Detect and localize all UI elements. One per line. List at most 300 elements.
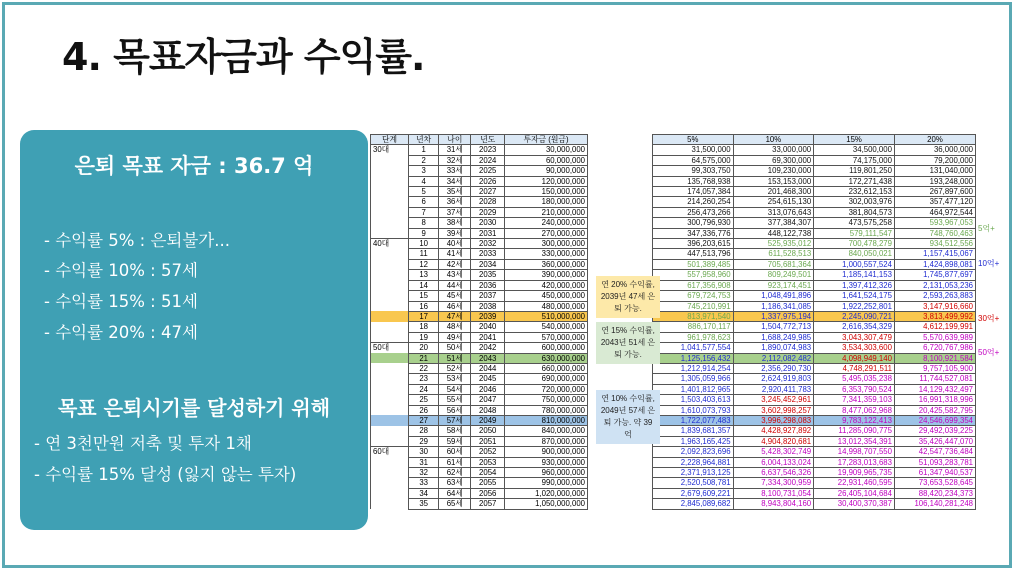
table-row	[371, 488, 588, 498]
table-cell: 30,400,370,387	[814, 499, 895, 509]
table-cell: 2,520,508,781	[653, 478, 734, 488]
table-row	[371, 478, 588, 488]
table-row	[653, 280, 976, 290]
table-cell: 120,000,000	[505, 176, 588, 186]
table-cell: 2025	[471, 166, 505, 176]
table-row	[653, 291, 976, 301]
table-cell: 30	[409, 447, 439, 457]
table-cell: 58세	[439, 426, 471, 436]
table-cell: 1,504,772,713	[733, 322, 814, 332]
table-cell: 2033	[471, 249, 505, 259]
table-cell: 2056	[471, 488, 505, 498]
table-row	[653, 228, 976, 238]
table-cell: 300,796,930	[653, 218, 734, 228]
table-cell: 43세	[439, 270, 471, 280]
table-cell: 2029	[471, 207, 505, 217]
group-cell	[371, 187, 409, 197]
table-cell: 2049	[471, 415, 505, 425]
table-cell: 2037	[471, 291, 505, 301]
table-cell: 745,210,991	[653, 301, 734, 311]
table-cell: 14,998,707,550	[814, 447, 895, 457]
table-cell: 64,575,000	[653, 155, 734, 165]
table-cell: 5,570,639,989	[894, 332, 975, 342]
table-cell: 18	[409, 322, 439, 332]
table-cell: 65세	[439, 499, 471, 509]
table-row	[371, 291, 588, 301]
table-cell: 611,528,513	[733, 249, 814, 259]
table-row	[653, 311, 976, 321]
group-cell	[371, 207, 409, 217]
table-cell: 2040	[471, 322, 505, 332]
table-cell: 330,000,000	[505, 249, 588, 259]
table-cell: 39세	[439, 228, 471, 238]
table-cell: 10	[409, 239, 439, 249]
table-cell: 57세	[439, 415, 471, 425]
table-cell: 2030	[471, 218, 505, 228]
table-cell: 19,909,965,735	[814, 468, 895, 478]
col-header: 20%	[894, 135, 975, 145]
table-row	[371, 249, 588, 259]
table-cell: 24	[409, 384, 439, 394]
returns-table	[652, 134, 976, 510]
table-cell: 6,637,546,326	[733, 468, 814, 478]
group-cell	[371, 311, 409, 321]
table-cell: 36,000,000	[894, 145, 975, 155]
table-cell: 15	[409, 291, 439, 301]
table-cell: 27	[409, 415, 439, 425]
table-cell: 2044	[471, 363, 505, 373]
group-cell	[371, 249, 409, 259]
table-row	[371, 207, 588, 217]
col-header: 투자금 (원금)	[505, 135, 588, 145]
group-cell	[371, 499, 409, 509]
group-cell	[371, 457, 409, 467]
group-cell	[371, 395, 409, 405]
table-cell: 25	[409, 395, 439, 405]
table-cell: 1,212,914,254	[653, 363, 734, 373]
table-row	[371, 270, 588, 280]
table-cell: 1,048,491,896	[733, 291, 814, 301]
panel-heading: 은퇴 목표 자금 : 36.7 억	[74, 154, 314, 178]
table-cell: 2031	[471, 228, 505, 238]
table-cell: 617,356,908	[653, 280, 734, 290]
table-cell: 4,748,291,511	[814, 363, 895, 373]
table-cell: 33	[409, 478, 439, 488]
table-row	[653, 270, 976, 280]
table-cell: 11,744,527,081	[894, 374, 975, 384]
col-header: 년도	[471, 135, 505, 145]
table-cell: 9	[409, 228, 439, 238]
table-cell: 2023	[471, 145, 505, 155]
table-cell: 240,000,000	[505, 218, 588, 228]
table-cell: 930,000,000	[505, 457, 588, 467]
table-cell: 961,978,623	[653, 332, 734, 342]
table-cell: 59세	[439, 436, 471, 446]
table-cell: 1,424,898,081	[894, 259, 975, 269]
table-cell: 13,012,354,391	[814, 436, 895, 446]
table-cell: 17,283,013,683	[814, 457, 895, 467]
table-cell: 174,057,384	[653, 187, 734, 197]
table-cell: 1,503,403,613	[653, 395, 734, 405]
table-cell: 37세	[439, 207, 471, 217]
table-cell: 47세	[439, 311, 471, 321]
table-cell: 19	[409, 332, 439, 342]
table-cell: 960,000,000	[505, 468, 588, 478]
table-row	[371, 311, 588, 321]
table-cell: 1,963,165,425	[653, 436, 734, 446]
table-cell: 3,996,298,083	[733, 415, 814, 425]
table-cell: 4,428,927,892	[733, 426, 814, 436]
table-cell: 3,534,303,600	[814, 343, 895, 353]
col-header: 15%	[814, 135, 895, 145]
table-cell: 809,249,501	[733, 270, 814, 280]
table-cell: 1,157,415,067	[894, 249, 975, 259]
table-cell: 593,967,053	[894, 218, 975, 228]
table-cell: 50세	[439, 343, 471, 353]
panel-item: - 수익률 15% : 51세	[44, 292, 198, 311]
table-cell: 73,653,528,645	[894, 478, 975, 488]
table-cell: 256,473,266	[653, 207, 734, 217]
table-cell: 44세	[439, 280, 471, 290]
table-cell: 135,768,938	[653, 176, 734, 186]
table-cell: 35,426,447,070	[894, 436, 975, 446]
group-cell	[371, 197, 409, 207]
table-cell: 62세	[439, 468, 471, 478]
table-cell: 2051	[471, 436, 505, 446]
table-cell: 21	[409, 353, 439, 363]
table-cell: 347,336,776	[653, 228, 734, 238]
table-cell: 313,076,643	[733, 207, 814, 217]
table-cell: 20,425,582,795	[894, 405, 975, 415]
group-cell	[371, 384, 409, 394]
table-cell: 2026	[471, 176, 505, 186]
table-row	[653, 197, 976, 207]
table-cell: 12	[409, 259, 439, 269]
table-cell: 381,804,573	[814, 207, 895, 217]
table-cell: 7,334,300,959	[733, 478, 814, 488]
table-cell: 2034	[471, 259, 505, 269]
table-cell: 1,839,681,357	[653, 426, 734, 436]
table-row	[371, 155, 588, 165]
table-row	[371, 395, 588, 405]
table-cell: 8,100,731,054	[733, 488, 814, 498]
table-cell: 660,000,000	[505, 363, 588, 373]
panel-item: - 수익률 10% : 57세	[44, 261, 198, 280]
table-cell: 2048	[471, 405, 505, 415]
col-header: 년차	[409, 135, 439, 145]
table-row	[371, 301, 588, 311]
table-cell: 934,512,556	[894, 239, 975, 249]
table-cell: 35세	[439, 187, 471, 197]
table-cell: 2052	[471, 447, 505, 457]
table-cell: 201,468,300	[733, 187, 814, 197]
table-cell: 510,000,000	[505, 311, 588, 321]
table-cell: 570,000,000	[505, 332, 588, 342]
table-cell: 377,384,307	[733, 218, 814, 228]
group-cell	[371, 270, 409, 280]
table-row	[653, 488, 976, 498]
table-cell: 22,931,460,595	[814, 478, 895, 488]
group-cell: 60대	[371, 447, 409, 457]
panel-subitem: - 연 3천만원 저축 및 투자 1채	[34, 434, 252, 453]
table-cell: 61세	[439, 457, 471, 467]
table-row	[653, 478, 976, 488]
table-cell: 2024	[471, 155, 505, 165]
table-cell: 193,248,000	[894, 176, 975, 186]
table-cell: 1,401,812,965	[653, 384, 734, 394]
table-cell: 7	[409, 207, 439, 217]
table-cell: 2036	[471, 280, 505, 290]
table-row	[653, 166, 976, 176]
table-cell: 3,813,499,992	[894, 311, 975, 321]
table-cell: 36세	[439, 197, 471, 207]
table-row	[653, 447, 976, 457]
table-cell: 35	[409, 499, 439, 509]
group-cell: 50대	[371, 343, 409, 353]
table-cell: 29	[409, 436, 439, 446]
table-cell: 1,125,156,432	[653, 353, 734, 363]
group-cell	[371, 291, 409, 301]
table-cell: 2,845,089,682	[653, 499, 734, 509]
note-20pct: 연 20% 수익률, 2039년 47세 은퇴 가능.	[596, 276, 660, 318]
table-cell: 2,593,263,883	[894, 291, 975, 301]
table-cell: 540,000,000	[505, 322, 588, 332]
table-cell: 69,300,000	[733, 155, 814, 165]
table-cell: 23	[409, 374, 439, 384]
table-row	[371, 436, 588, 446]
table-cell: 2035	[471, 270, 505, 280]
table-cell: 1,641,524,175	[814, 291, 895, 301]
table-cell: 28	[409, 426, 439, 436]
table-cell: 3,147,916,660	[894, 301, 975, 311]
table-row	[653, 155, 976, 165]
table-cell: 119,801,250	[814, 166, 895, 176]
table-cell: 750,000,000	[505, 395, 588, 405]
group-cell	[371, 436, 409, 446]
note-10pct: 연 10% 수익률, 2049년 57세 은퇴 가능. 약 39억	[596, 390, 660, 444]
table-cell: 1,000,557,524	[814, 259, 895, 269]
table-row	[371, 405, 588, 415]
table-row	[653, 499, 976, 509]
table-cell: 53세	[439, 374, 471, 384]
table-cell: 79,200,000	[894, 155, 975, 165]
group-cell	[371, 353, 409, 363]
group-cell: 40대	[371, 239, 409, 249]
table-cell: 810,000,000	[505, 415, 588, 425]
table-cell: 5,428,302,749	[733, 447, 814, 457]
table-cell: 448,122,738	[733, 228, 814, 238]
table-row	[653, 353, 976, 363]
table-row	[653, 363, 976, 373]
table-cell: 1,050,000,000	[505, 499, 588, 509]
table-cell: 447,513,796	[653, 249, 734, 259]
table-cell: 870,000,000	[505, 436, 588, 446]
table-cell: 99,303,750	[653, 166, 734, 176]
table-cell: 473,575,258	[814, 218, 895, 228]
table-cell: 2,131,053,236	[894, 280, 975, 290]
table-cell: 3,043,307,479	[814, 332, 895, 342]
table-cell: 2,920,411,783	[733, 384, 814, 394]
table-cell: 42세	[439, 259, 471, 269]
table-cell: 232,612,153	[814, 187, 895, 197]
table-cell: 1,922,252,801	[814, 301, 895, 311]
table-cell: 22	[409, 363, 439, 373]
table-cell: 31	[409, 457, 439, 467]
table-cell: 1,041,577,554	[653, 343, 734, 353]
table-cell: 579,111,547	[814, 228, 895, 238]
table-cell: 63세	[439, 478, 471, 488]
table-cell: 2054	[471, 468, 505, 478]
table-cell: 38세	[439, 218, 471, 228]
table-row	[371, 384, 588, 394]
group-cell	[371, 218, 409, 228]
table-cell: 2,679,609,221	[653, 488, 734, 498]
table-row	[371, 353, 588, 363]
group-cell	[371, 155, 409, 165]
group-cell	[371, 405, 409, 415]
table-cell: 2,371,913,125	[653, 468, 734, 478]
table-cell: 2042	[471, 343, 505, 353]
table-cell: 748,760,463	[894, 228, 975, 238]
table-cell: 54세	[439, 384, 471, 394]
table-row	[371, 218, 588, 228]
table-row	[653, 322, 976, 332]
table-cell: 1,610,073,793	[653, 405, 734, 415]
table-cell: 267,897,600	[894, 187, 975, 197]
group-cell	[371, 259, 409, 269]
table-cell: 2043	[471, 353, 505, 363]
table-row	[371, 363, 588, 373]
table-cell: 34세	[439, 176, 471, 186]
table-cell: 26	[409, 405, 439, 415]
table-cell: 51,093,283,781	[894, 457, 975, 467]
table-cell: 8,100,921,584	[894, 353, 975, 363]
summary-panel	[20, 130, 368, 530]
table-row	[653, 218, 976, 228]
table-cell: 11,285,090,775	[814, 426, 895, 436]
group-cell	[371, 166, 409, 176]
table-row	[653, 384, 976, 394]
table-cell: 840,000,000	[505, 426, 588, 436]
table-row	[653, 343, 976, 353]
table-row	[371, 374, 588, 384]
table-row	[653, 239, 976, 249]
table-row	[371, 468, 588, 478]
table-cell: 131,040,000	[894, 166, 975, 176]
table-cell: 32세	[439, 155, 471, 165]
group-cell	[371, 228, 409, 238]
col-header: 단계	[371, 135, 409, 145]
table-cell: 90,000,000	[505, 166, 588, 176]
table-cell: 13	[409, 270, 439, 280]
table-cell: 390,000,000	[505, 270, 588, 280]
table-cell: 41세	[439, 249, 471, 259]
table-cell: 2027	[471, 187, 505, 197]
table-cell: 480,000,000	[505, 301, 588, 311]
table-cell: 1,020,000,000	[505, 488, 588, 498]
table-cell: 30,000,000	[505, 145, 588, 155]
table-cell: 49세	[439, 332, 471, 342]
table-cell: 210,000,000	[505, 207, 588, 217]
table-cell: 60,000,000	[505, 155, 588, 165]
table-cell: 923,174,451	[733, 280, 814, 290]
table-cell: 11	[409, 249, 439, 259]
table-cell: 2045	[471, 374, 505, 384]
table-cell: 172,271,438	[814, 176, 895, 186]
table-cell: 302,003,976	[814, 197, 895, 207]
table-cell: 2,356,290,730	[733, 363, 814, 373]
table-row	[653, 405, 976, 415]
table-cell: 720,000,000	[505, 384, 588, 394]
table-cell: 1,890,074,983	[733, 343, 814, 353]
table-cell: 840,050,021	[814, 249, 895, 259]
table-cell: 1,186,341,085	[733, 301, 814, 311]
table-cell: 690,000,000	[505, 374, 588, 384]
table-row	[371, 228, 588, 238]
table-cell: 5,495,035,238	[814, 374, 895, 384]
table-cell: 2039	[471, 311, 505, 321]
panel-subitem: - 수익률 15% 달성 (잃지 않는 투자)	[34, 465, 297, 484]
table-cell: 1	[409, 145, 439, 155]
table-cell: 31,500,000	[653, 145, 734, 155]
table-cell: 2047	[471, 395, 505, 405]
table-cell: 40세	[439, 239, 471, 249]
table-cell: 2041	[471, 332, 505, 342]
table-cell: 2,112,082,482	[733, 353, 814, 363]
table-cell: 31세	[439, 145, 471, 155]
table-cell: 600,000,000	[505, 343, 588, 353]
group-cell: 30대	[371, 145, 409, 155]
table-row	[371, 280, 588, 290]
table-row	[371, 457, 588, 467]
table-cell: 1,305,059,966	[653, 374, 734, 384]
group-cell	[371, 415, 409, 425]
table-cell: 5	[409, 187, 439, 197]
table-cell: 17	[409, 311, 439, 321]
table-cell: 2,616,354,329	[814, 322, 895, 332]
table-row	[653, 436, 976, 446]
table-cell: 61,347,940,537	[894, 468, 975, 478]
table-row	[653, 176, 976, 186]
table-cell: 357,477,120	[894, 197, 975, 207]
table-cell: 525,935,012	[733, 239, 814, 249]
table-cell: 42,547,736,484	[894, 447, 975, 457]
table-cell: 56세	[439, 405, 471, 415]
table-row	[653, 301, 976, 311]
table-row	[371, 239, 588, 249]
table-cell: 2028	[471, 197, 505, 207]
table-cell: 6,353,790,524	[814, 384, 895, 394]
table-cell: 9,783,122,413	[814, 415, 895, 425]
table-cell: 214,260,254	[653, 197, 734, 207]
table-cell: 64세	[439, 488, 471, 498]
table-row	[371, 259, 588, 269]
table-cell: 24,546,699,354	[894, 415, 975, 425]
table-cell: 300,000,000	[505, 239, 588, 249]
table-row	[371, 343, 588, 353]
table-cell: 34,500,000	[814, 145, 895, 155]
table-cell: 6,720,767,986	[894, 343, 975, 353]
table-cell: 48세	[439, 322, 471, 332]
table-row	[653, 249, 976, 259]
table-cell: 900,000,000	[505, 447, 588, 457]
col-header: 나이	[439, 135, 471, 145]
table-cell: 34	[409, 488, 439, 498]
table-cell: 3,245,452,961	[733, 395, 814, 405]
table-row	[371, 322, 588, 332]
table-row	[371, 499, 588, 509]
table-cell: 700,478,279	[814, 239, 895, 249]
